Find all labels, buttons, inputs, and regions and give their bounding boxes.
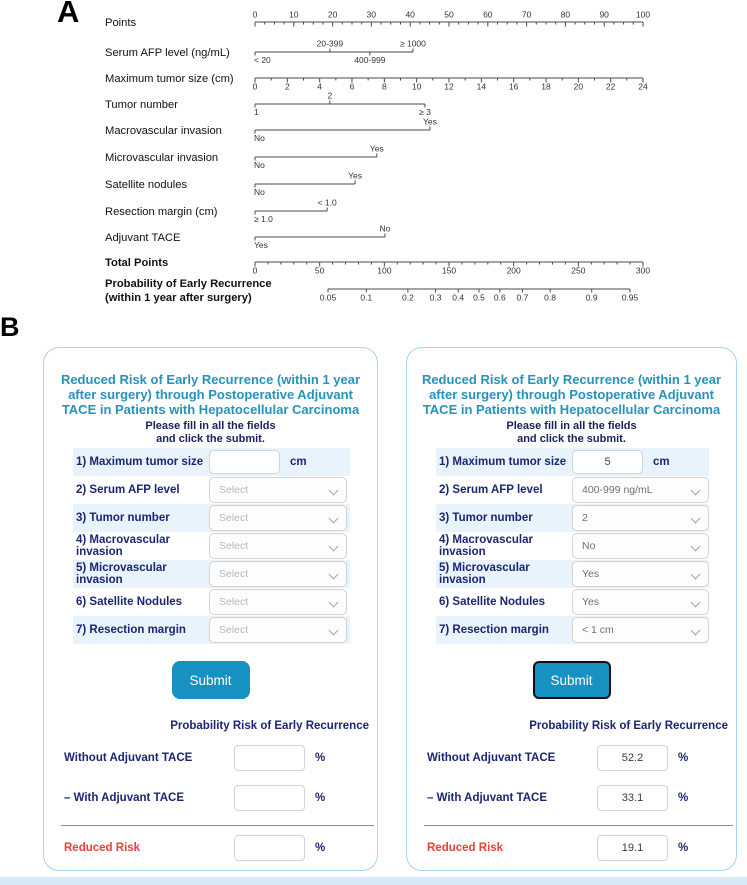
tick-label: 12 [444,81,454,92]
select-value: Select [219,484,249,496]
field-label: 3) Tumor number [439,512,533,524]
instructions-line2: and click the submit. [156,433,265,445]
input-form [436,448,709,644]
instructions-line1: Please fill in all the fields [506,420,637,432]
row-label: Tumor number [105,99,178,111]
tick-label: 6 [349,81,355,92]
select-value: < 1 cm [582,624,614,636]
select-value: Select [219,596,249,608]
select-value: Select [219,512,249,524]
tick-label: 0.1 [360,292,373,303]
select-value: Yes [582,568,600,580]
tick-label: 10 [289,9,299,20]
tick-label: 24 [638,81,648,92]
row-label: Adjuvant TACE [105,232,181,244]
card-title: Reduced Risk of Early Recurrence (within 1 year after surgery) through Postoperative Adjuvant TACE in Patients with Hepatocellular Carcinoma [60,372,361,417]
tick-label: 14 [476,81,487,92]
row-label: (within 1 year after surgery) [105,292,252,304]
tick-label: 0.9 [585,292,598,303]
tick-label: 20 [573,81,584,92]
field-row [73,504,350,532]
chevron-down-icon [692,515,699,522]
field-label: 4) Macrovascular invasion [439,534,533,558]
serum-afp-select[interactable] [209,477,347,503]
with-tace-output[interactable] [234,785,305,811]
row-label: Resection margin (cm) [105,206,218,218]
result-row [64,785,377,811]
max-tumor-size-input[interactable] [572,450,643,474]
panel-b-label: B [0,312,20,342]
result-row [427,785,736,811]
field-label: 5) Microvascular invasion [76,562,167,586]
field-row [73,448,350,476]
field-row [73,616,350,644]
percent-label: % [678,792,689,804]
result-row [64,835,377,861]
resection-margin-select[interactable] [209,617,347,643]
tick-label: 4 [317,81,323,92]
select-value: Select [219,624,249,636]
field-row [73,588,350,616]
without-tace-output[interactable] [234,745,305,771]
result-label: Without Adjuvant TACE [427,752,556,764]
tick-label: 40 [405,9,415,20]
row-label: Total Points [105,257,169,269]
tick-label: No [379,223,391,234]
instructions-line1: Please fill in all the fields [145,420,276,432]
unit-label: cm [653,456,670,468]
tick-label: 0.5 [473,292,485,303]
tick-label: 80 [560,9,571,20]
row-label: Macrovascular invasion [105,125,222,137]
field-row [436,532,709,560]
tumor-number-select[interactable] [572,505,709,531]
field-row [436,588,709,616]
chevron-down-icon [330,599,337,606]
without-tace-output[interactable] [597,745,668,771]
field-row [73,560,350,588]
macrovascular-invasion-select[interactable] [209,533,347,559]
tick-label: 70 [521,9,532,20]
panel-a-label: A [57,0,80,29]
tick-label: 0.95 [621,292,639,303]
reduced-risk-output[interactable] [597,835,668,861]
field-row [73,476,350,504]
resection-margin-select[interactable] [572,617,709,643]
result-value: 19.1 [621,842,644,854]
tumor-number-select[interactable] [209,505,347,531]
tick-label: Yes [348,170,363,181]
tick-label: < 20 [254,55,271,65]
tick-label: 0.6 [493,292,506,303]
satellite-nodules-select[interactable] [572,589,709,615]
results-divider [61,825,374,826]
tick-label: 0 [252,81,258,92]
card-instructions [407,420,736,446]
field-label: 1) Maximum tumor size [439,456,567,468]
result-value: 52.2 [621,752,644,764]
submit-button[interactable]: Submit [172,661,250,699]
satellite-nodules-select[interactable] [209,589,347,615]
chevron-down-icon [692,599,699,606]
percent-label: % [315,792,326,804]
max-tumor-size-input[interactable] [209,450,280,474]
tick-label: 100 [377,265,392,276]
field-row [436,504,709,532]
reduced-risk-label: Reduced Risk [64,842,141,854]
select-value: Select [219,540,249,552]
percent-label: % [678,842,689,854]
chevron-down-icon [692,627,699,634]
row-label: Microvascular invasion [105,152,219,164]
field-row [436,448,709,476]
card-title: Reduced Risk of Early Recurrence (within 1 year after surgery) through Postoperative Adjuvant TACE in Patients with Hepatocellular Carcinoma [421,372,722,417]
select-value: No [582,540,596,552]
tick-label: 2 [327,90,333,101]
submit-button[interactable]: Submit [533,661,611,699]
tick-label: 0.8 [544,292,557,303]
chevron-down-icon [330,627,337,634]
field-row [436,560,709,588]
chevron-down-icon [330,487,337,494]
field-row [73,532,350,560]
with-tace-output[interactable] [597,785,668,811]
row-label: Maximum tumor size (cm) [105,73,234,85]
row-label: Satellite nodules [105,179,188,191]
tick-label: 0.05 [319,292,337,303]
chevron-down-icon [692,571,699,578]
tick-label: 400-999 [354,55,386,65]
chevron-down-icon [692,487,699,494]
field-label: 7) Resection margin [76,624,186,636]
tick-label: 30 [366,9,377,20]
tick-label: 150 [441,265,457,276]
tick-label: 300 [635,265,651,276]
percent-label: % [315,752,326,764]
tick-label: 0.3 [429,292,442,303]
tick-label: No [254,160,265,170]
page-background-strip [0,877,747,885]
serum-afp-select[interactable] [572,477,709,503]
result-label: Without Adjuvant TACE [64,752,193,764]
select-value: 2 [582,512,588,524]
instructions-line2: and click the submit. [517,433,626,445]
calculator-card-filled [406,347,737,871]
result-label: – With Adjuvant TACE [427,792,548,804]
tick-label: 20 [327,9,338,20]
unit-label: cm [290,456,307,468]
field-row [436,616,709,644]
results-divider [424,825,733,826]
field-label: 5) Microvascular invasion [439,562,530,586]
tick-label: 100 [635,9,651,20]
input-value: 5 [604,456,611,468]
tick-label: 8 [381,81,387,92]
tick-label: < 1.0 [317,197,337,208]
result-row [427,745,736,771]
card-instructions [44,420,377,446]
microvascular-invasion-select[interactable] [209,561,347,587]
tick-label: 0.7 [516,292,529,303]
tick-label: 20-399 [316,38,344,49]
select-value: 400-999 ng/mL [582,484,653,496]
tick-label: ≥ 1000 [399,38,426,49]
tick-label: ≥ 3 [419,107,431,117]
results-heading: Probability Risk of Early Recurrence [529,720,728,732]
tick-label: No [254,133,265,143]
tick-label: 0 [252,9,258,20]
tick-label: 0.4 [452,292,465,303]
tick-label: 2 [284,81,290,92]
tick-label: ≥ 1.0 [254,214,273,224]
reduced-risk-label: Reduced Risk [427,842,504,854]
result-value: 33.1 [621,792,644,804]
field-label: 4) Macrovascular invasion [76,534,170,558]
field-label: 6) Satellite Nodules [76,596,183,608]
result-row [427,835,736,861]
field-label: 2) Serum AFP level [76,484,180,496]
microvascular-invasion-select[interactable] [572,561,709,587]
tick-label: 10 [411,81,422,92]
tick-label: 50 [314,265,325,276]
calculator-panel [0,347,747,877]
macrovascular-invasion-select[interactable] [572,533,709,559]
reduced-risk-output[interactable] [234,835,305,861]
results-heading: Probability Risk of Early Recurrence [170,720,369,732]
select-value: Select [219,568,249,580]
tick-label: 22 [605,81,616,92]
chevron-down-icon [330,543,337,550]
tick-label: No [254,187,265,197]
tick-label: 0.2 [401,292,414,303]
tick-label: 50 [444,9,454,20]
field-label: 7) Resection margin [439,624,549,636]
input-form [73,448,350,644]
tick-label: 16 [508,81,519,92]
field-label: 3) Tumor number [76,512,170,524]
select-value: Yes [582,596,600,608]
field-row [436,476,709,504]
tick-label: Yes [423,116,437,127]
tick-label: Yes [369,143,384,154]
chevron-down-icon [692,543,699,550]
row-label: Serum AFP level (ng/mL) [105,47,230,59]
field-label: 2) Serum AFP level [439,484,543,496]
chevron-down-icon [330,571,337,578]
row-label: Points [105,17,137,29]
tick-label: 250 [571,265,586,276]
tick-label: 0 [252,265,258,276]
field-label: 1) Maximum tumor size [76,456,204,468]
field-label: 6) Satellite Nodules [439,596,546,608]
tick-label: 1 [254,107,259,117]
tick-label: 60 [483,9,493,20]
tick-label: 18 [541,81,551,92]
percent-label: % [678,752,689,764]
row-label: Probability of Early Recurrence [105,278,272,290]
tick-label: 200 [506,265,521,276]
percent-label: % [315,842,326,854]
chevron-down-icon [330,515,337,522]
tick-label: 90 [599,9,609,20]
calculator-card-blank [43,347,378,871]
result-row [64,745,377,771]
nomogram-chart [0,0,747,314]
result-label: – With Adjuvant TACE [64,792,185,804]
tick-label: Yes [254,240,268,250]
